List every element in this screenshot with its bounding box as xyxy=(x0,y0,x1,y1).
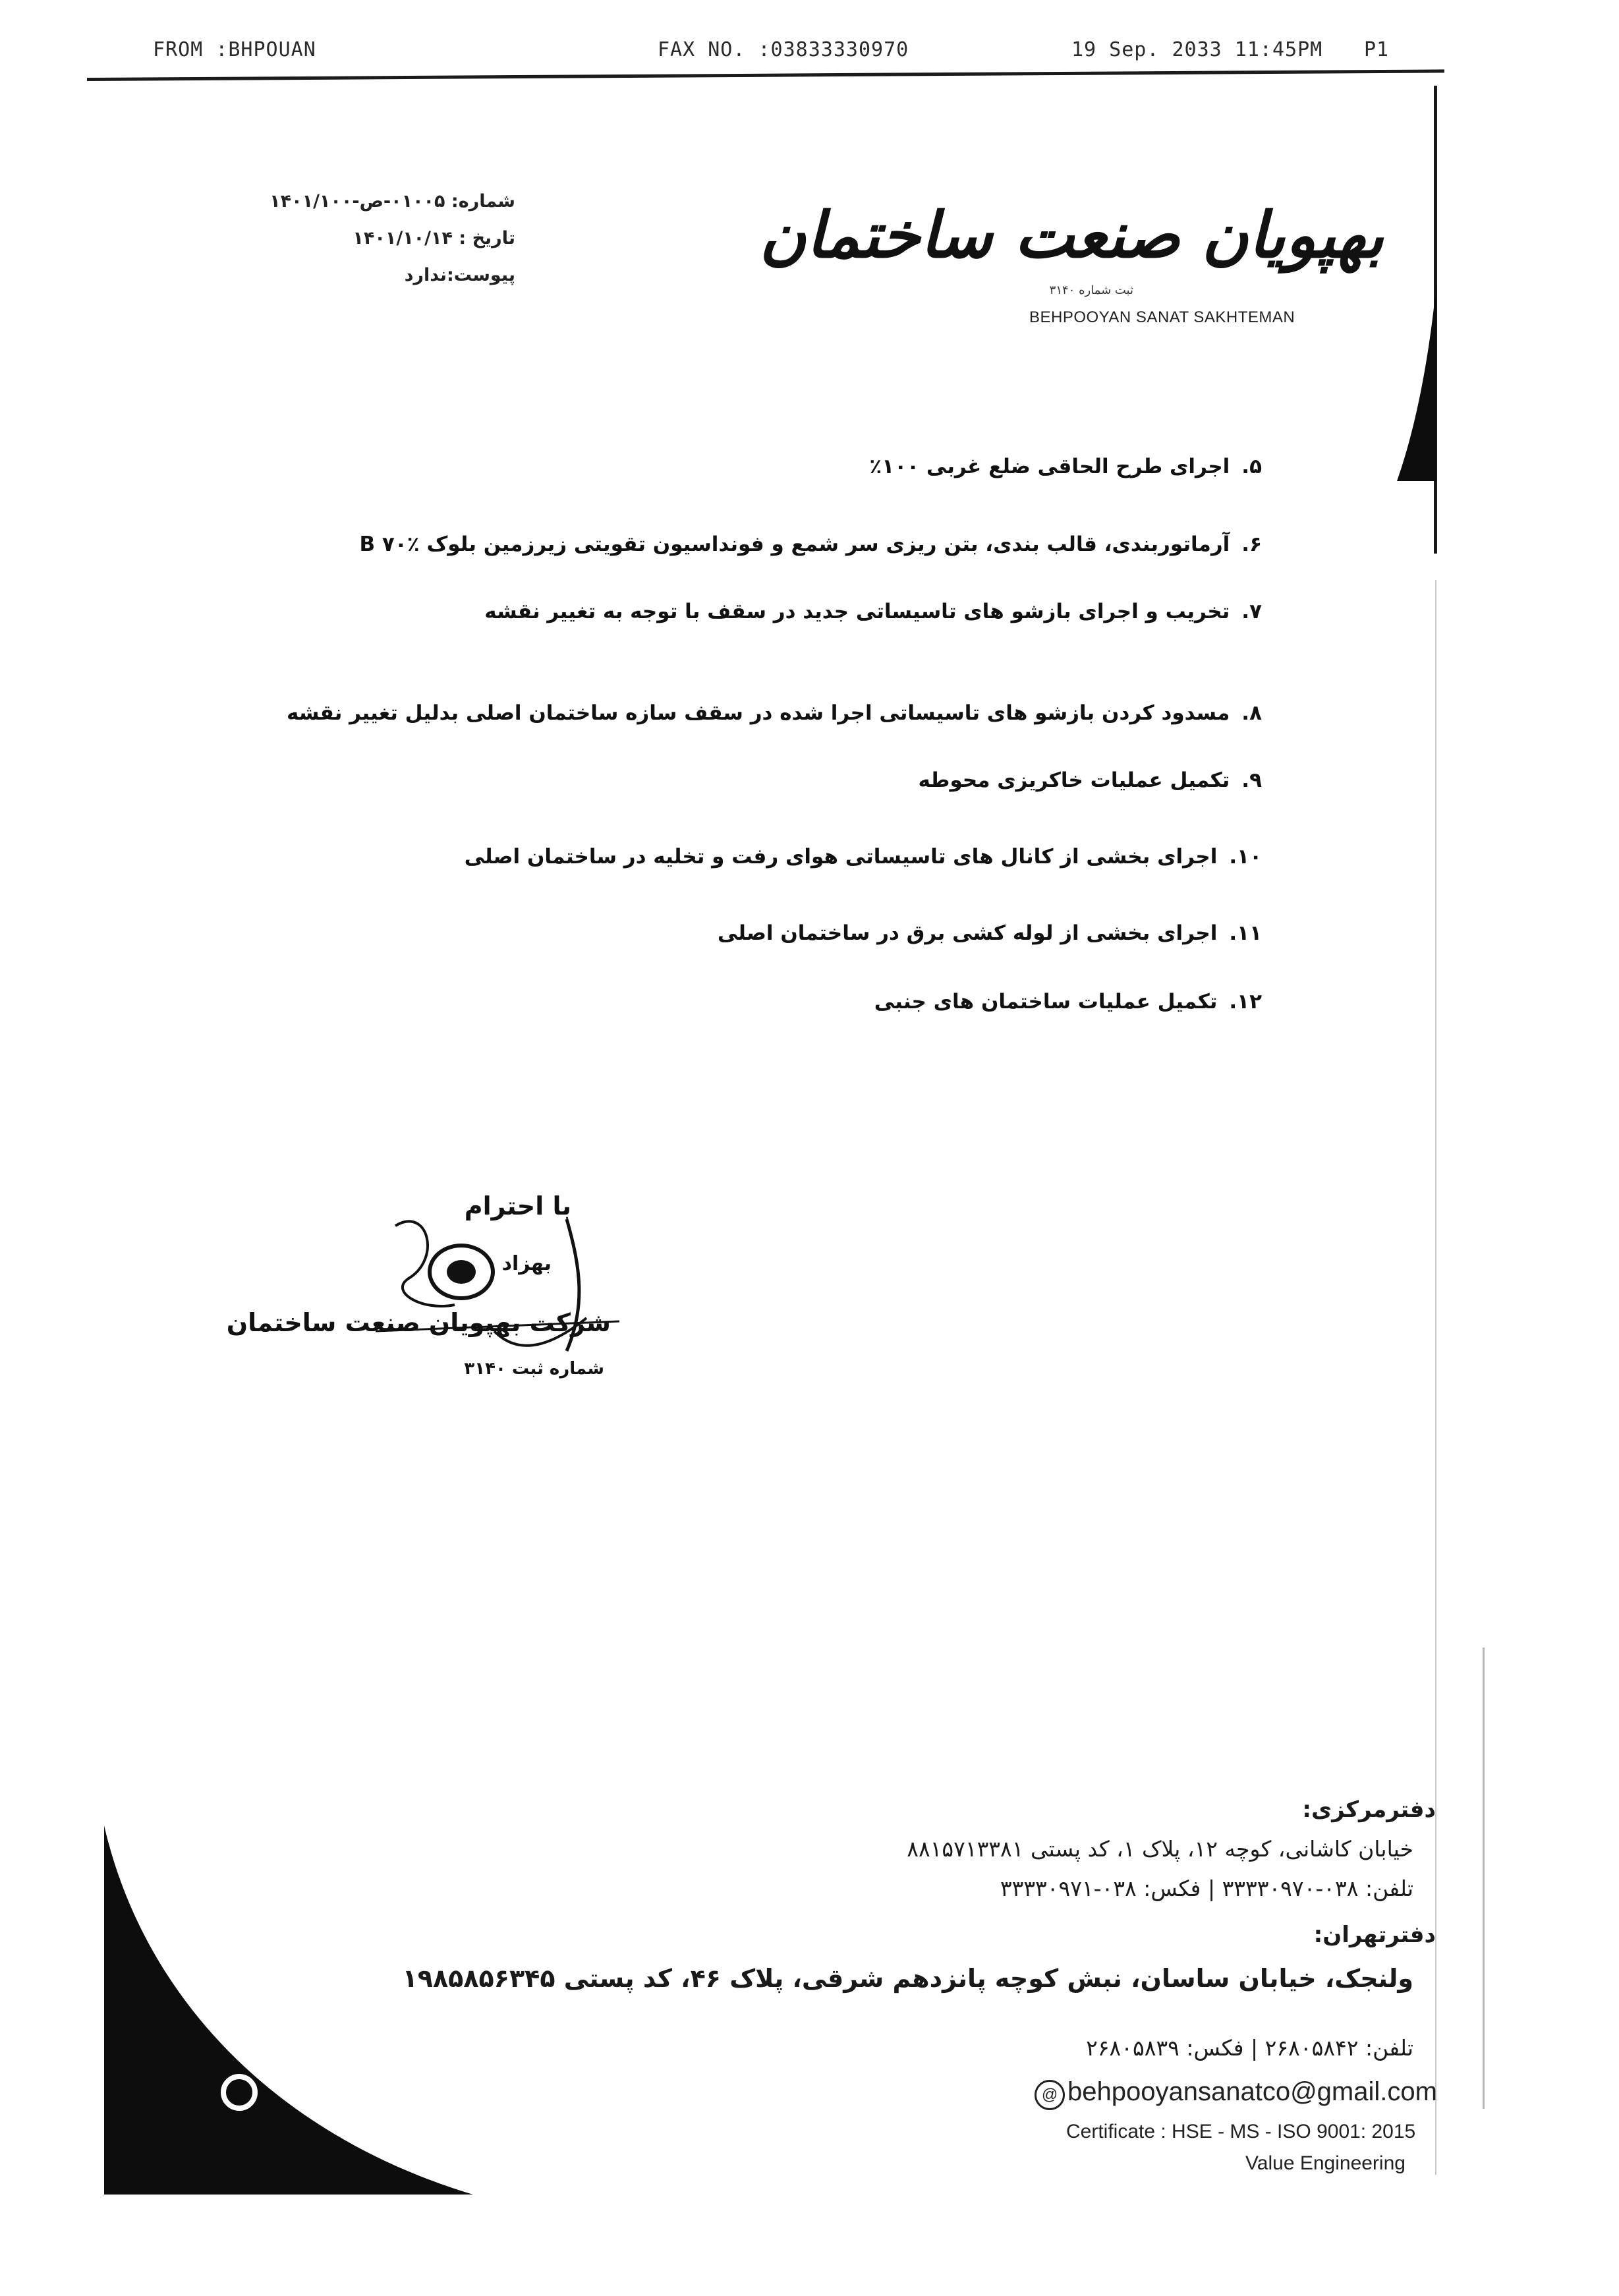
fax-date: 19 Sep. 2033 11:45PM xyxy=(1071,38,1323,61)
list-item: ۶.آرماتوربندی، قالب بندی، بتن ریزی سر شمع و فونداسیون تقویتی زیرزمین بلوک B ۷۰٪ xyxy=(359,532,1262,556)
footer-thin-line xyxy=(1483,1648,1485,2109)
list-item: ۱۱.اجرای بخشی از لوله کشی برق در ساختمان اصلی xyxy=(717,921,1262,945)
company-email: behpooyansanatco@gmail.com xyxy=(1067,2077,1437,2106)
list-item: ۵.اجرای طرح الحاقی ضلع غربی ۱۰۰٪ xyxy=(869,455,1262,478)
letter-number: شماره: ۰۱۰۰۵-ص-۱۴۰۱/۱۰۰ xyxy=(270,191,515,212)
fax-page: P1 xyxy=(1364,38,1390,61)
company-logo-english: BEHPOOYAN SANAT SAKHTEMAN xyxy=(1029,308,1295,326)
letter-date: تاریخ : ۱۴۰۱/۱۰/۱۴ xyxy=(353,228,515,248)
fax-header-rule xyxy=(87,69,1444,81)
signer-name: بهزاد xyxy=(501,1252,552,1275)
tehran-office-title: دفترتهران: xyxy=(1313,1922,1436,1948)
logo-registration: ثبت شماره ۳۱۴۰ xyxy=(1049,283,1133,297)
closing-text: با احترام xyxy=(464,1191,571,1220)
footer-wedge xyxy=(104,1825,473,2195)
central-office-address: خیابان کاشانی، کوچه ۱۲، پلاک ۱، کد پستی ۸۸۱۵۷۱۳۳۸۱ xyxy=(907,1836,1413,1862)
company-logo-persian: بهپویان صنعت ساختمان xyxy=(759,198,1384,272)
stamp-registration: شماره ثبت ۳۱۴۰ xyxy=(464,1359,604,1379)
fax-number: FAX NO. :03833330970 xyxy=(658,38,909,61)
central-office-title: دفترمرکزی: xyxy=(1302,1796,1436,1823)
tehran-office-address: ولنجک، خیابان ساسان، نبش کوچه پانزدهم شرقی، پلاک ۴۶، کد پستی ۱۹۸۵۸۵۶۳۴۵ xyxy=(402,1964,1413,1993)
central-office-phone: تلفن: ۰۳۸-۳۳۳۳۰۹۷۰ | فکس: ۰۳۸-۳۳۳۳۰۹۷۱ xyxy=(1000,1876,1413,1901)
fax-from: FROM :BHPOUAN xyxy=(153,38,316,61)
certificate-line: Certificate : HSE - MS - ISO 9001: 2015 xyxy=(1066,2121,1416,2142)
tehran-office-phone: تلفن: ۲۶۸۰۵۸۴۲ | فکس: ۲۶۸۰۵۸۳۹ xyxy=(1086,2035,1413,2061)
list-item: ۸.مسدود کردن بازشو های تاسیساتی اجرا شده در سقف سازه ساختمان اصلی بدلیل تغییر نقشه xyxy=(287,701,1262,725)
top-right-wedge xyxy=(1396,283,1438,481)
email-icon: @ xyxy=(1035,2080,1065,2110)
list-item: ۱۲.تکمیل عملیات ساختمان های جنبی xyxy=(874,990,1262,1014)
signature-scribble xyxy=(369,1199,633,1371)
stamp-company-name: شرکت بهپویان صنعت ساختمان xyxy=(226,1308,611,1337)
list-item: ۱۰.اجرای بخشی از کانال های تاسیساتی هوای رفت و تخلیه در ساختمان اصلی xyxy=(464,845,1262,869)
list-item: ۷.تخریب و اجرای بازشو های تاسیساتی جدید در سقف با توجه به تغییر نقشه xyxy=(484,600,1262,623)
value-engineering: Value Engineering xyxy=(1245,2152,1406,2174)
letter-attachment: پیوست:ندارد xyxy=(404,265,515,285)
list-item: ۹.تکمیل عملیات خاکریزی محوطه xyxy=(918,768,1262,792)
